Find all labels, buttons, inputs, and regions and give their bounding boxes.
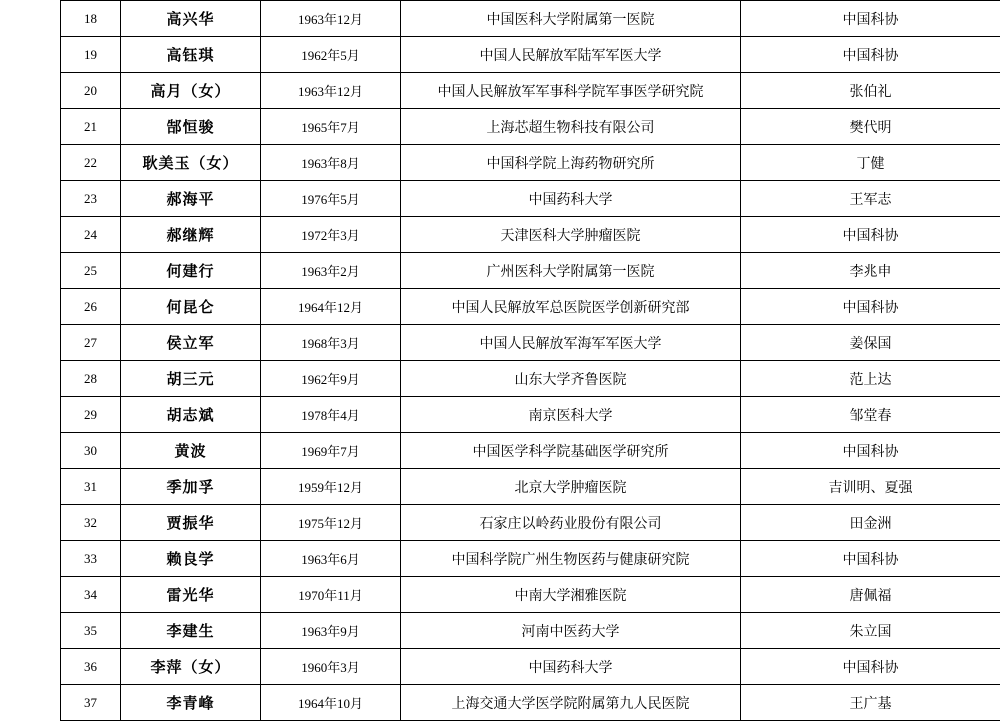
cell-organization: 广州医科大学附属第一医院 <box>401 253 741 289</box>
cell-name: 郝海平 <box>121 181 261 217</box>
cell-recommender: 吉训明、夏强 <box>741 469 1000 505</box>
cell-birth-date: 1963年6月 <box>261 541 401 577</box>
cell-recommender: 朱立国 <box>741 613 1000 649</box>
cell-organization: 中国人民解放军陆军军医大学 <box>401 37 741 73</box>
table-row <box>61 541 1000 577</box>
cell-birth-date: 1963年2月 <box>261 253 401 289</box>
table-row <box>61 1 1000 37</box>
cell-index: 36 <box>61 649 121 685</box>
table-row <box>61 145 1000 181</box>
cell-birth-date: 1963年8月 <box>261 145 401 181</box>
cell-index: 28 <box>61 361 121 397</box>
cell-organization: 北京大学肿瘤医院 <box>401 469 741 505</box>
table-row <box>61 649 1000 685</box>
cell-birth-date: 1965年7月 <box>261 109 401 145</box>
cell-birth-date: 1975年12月 <box>261 505 401 541</box>
cell-index: 30 <box>61 433 121 469</box>
cell-name: 郝继辉 <box>121 217 261 253</box>
cell-recommender: 中国科协 <box>741 433 1000 469</box>
cell-index: 23 <box>61 181 121 217</box>
table-row <box>61 469 1000 505</box>
table-row <box>61 361 1000 397</box>
cell-birth-date: 1978年4月 <box>261 397 401 433</box>
cell-recommender: 丁健 <box>741 145 1000 181</box>
cell-index: 32 <box>61 505 121 541</box>
cell-organization: 南京医科大学 <box>401 397 741 433</box>
cell-recommender: 范上达 <box>741 361 1000 397</box>
cell-index: 26 <box>61 289 121 325</box>
cell-birth-date: 1959年12月 <box>261 469 401 505</box>
cell-birth-date: 1962年9月 <box>261 361 401 397</box>
cell-birth-date: 1972年3月 <box>261 217 401 253</box>
cell-birth-date: 1976年5月 <box>261 181 401 217</box>
cell-recommender: 王广基 <box>741 685 1000 721</box>
table-row <box>61 325 1000 361</box>
cell-organization: 中国人民解放军军事科学院军事医学研究院 <box>401 73 741 109</box>
cell-recommender: 中国科协 <box>741 217 1000 253</box>
cell-index: 21 <box>61 109 121 145</box>
cell-birth-date: 1964年10月 <box>261 685 401 721</box>
cell-recommender: 中国科协 <box>741 289 1000 325</box>
cell-name: 胡三元 <box>121 361 261 397</box>
table-row <box>61 613 1000 649</box>
table-row <box>61 505 1000 541</box>
table-row <box>61 181 1000 217</box>
table-row <box>61 109 1000 145</box>
cell-organization: 中国医学科学院基础医学研究所 <box>401 433 741 469</box>
cell-birth-date: 1963年12月 <box>261 1 401 37</box>
cell-name: 雷光华 <box>121 577 261 613</box>
cell-organization: 河南中医药大学 <box>401 613 741 649</box>
cell-birth-date: 1963年9月 <box>261 613 401 649</box>
cell-organization: 上海交通大学医学院附属第九人民医院 <box>401 685 741 721</box>
cell-name: 李萍（女） <box>121 649 261 685</box>
cell-index: 29 <box>61 397 121 433</box>
cell-name: 何建行 <box>121 253 261 289</box>
cell-recommender: 田金洲 <box>741 505 1000 541</box>
cell-index: 25 <box>61 253 121 289</box>
table-row <box>61 37 1000 73</box>
cell-name: 高钰琪 <box>121 37 261 73</box>
cell-name: 侯立军 <box>121 325 261 361</box>
cell-organization: 中国医科大学附属第一医院 <box>401 1 741 37</box>
cell-name: 季加孚 <box>121 469 261 505</box>
cell-recommender: 邹堂春 <box>741 397 1000 433</box>
cell-index: 24 <box>61 217 121 253</box>
cell-birth-date: 1968年3月 <box>261 325 401 361</box>
table-row <box>61 577 1000 613</box>
cell-recommender: 李兆申 <box>741 253 1000 289</box>
cell-recommender: 中国科协 <box>741 1 1000 37</box>
cell-organization: 中国药科大学 <box>401 649 741 685</box>
cell-organization: 中国科学院上海药物研究所 <box>401 145 741 181</box>
cell-index: 27 <box>61 325 121 361</box>
table-row <box>61 685 1000 721</box>
cell-name: 李建生 <box>121 613 261 649</box>
cell-recommender: 樊代明 <box>741 109 1000 145</box>
cell-name: 郜恒骏 <box>121 109 261 145</box>
table-row <box>61 397 1000 433</box>
table-row <box>61 73 1000 109</box>
cell-recommender: 中国科协 <box>741 649 1000 685</box>
cell-name: 黄波 <box>121 433 261 469</box>
candidate-roster-table <box>60 0 1000 721</box>
table-row <box>61 253 1000 289</box>
cell-organization: 中国科学院广州生物医药与健康研究院 <box>401 541 741 577</box>
cell-index: 18 <box>61 1 121 37</box>
cell-organization: 上海芯超生物科技有限公司 <box>401 109 741 145</box>
cell-name: 耿美玉（女） <box>121 145 261 181</box>
cell-index: 19 <box>61 37 121 73</box>
cell-recommender: 唐佩福 <box>741 577 1000 613</box>
cell-recommender: 中国科协 <box>741 541 1000 577</box>
cell-recommender: 中国科协 <box>741 37 1000 73</box>
cell-organization: 山东大学齐鲁医院 <box>401 361 741 397</box>
table-row <box>61 433 1000 469</box>
cell-index: 37 <box>61 685 121 721</box>
cell-name: 高兴华 <box>121 1 261 37</box>
cell-index: 20 <box>61 73 121 109</box>
cell-name: 贾振华 <box>121 505 261 541</box>
cell-organization: 中南大学湘雅医院 <box>401 577 741 613</box>
cell-birth-date: 1964年12月 <box>261 289 401 325</box>
cell-organization: 中国药科大学 <box>401 181 741 217</box>
cell-recommender: 王军志 <box>741 181 1000 217</box>
cell-organization: 中国人民解放军总医院医学创新研究部 <box>401 289 741 325</box>
table-row <box>61 217 1000 253</box>
cell-index: 33 <box>61 541 121 577</box>
cell-organization: 石家庄以岭药业股份有限公司 <box>401 505 741 541</box>
cell-recommender: 姜保国 <box>741 325 1000 361</box>
cell-birth-date: 1962年5月 <box>261 37 401 73</box>
cell-name: 高月（女） <box>121 73 261 109</box>
cell-birth-date: 1963年12月 <box>261 73 401 109</box>
cell-index: 31 <box>61 469 121 505</box>
cell-recommender: 张伯礼 <box>741 73 1000 109</box>
cell-name: 胡志斌 <box>121 397 261 433</box>
cell-name: 赖良学 <box>121 541 261 577</box>
cell-birth-date: 1969年7月 <box>261 433 401 469</box>
cell-birth-date: 1970年11月 <box>261 577 401 613</box>
cell-index: 35 <box>61 613 121 649</box>
table-row <box>61 289 1000 325</box>
cell-organization: 天津医科大学肿瘤医院 <box>401 217 741 253</box>
cell-name: 何昆仑 <box>121 289 261 325</box>
cell-birth-date: 1960年3月 <box>261 649 401 685</box>
cell-name: 李青峰 <box>121 685 261 721</box>
cell-index: 22 <box>61 145 121 181</box>
cell-organization: 中国人民解放军海军军医大学 <box>401 325 741 361</box>
cell-index: 34 <box>61 577 121 613</box>
